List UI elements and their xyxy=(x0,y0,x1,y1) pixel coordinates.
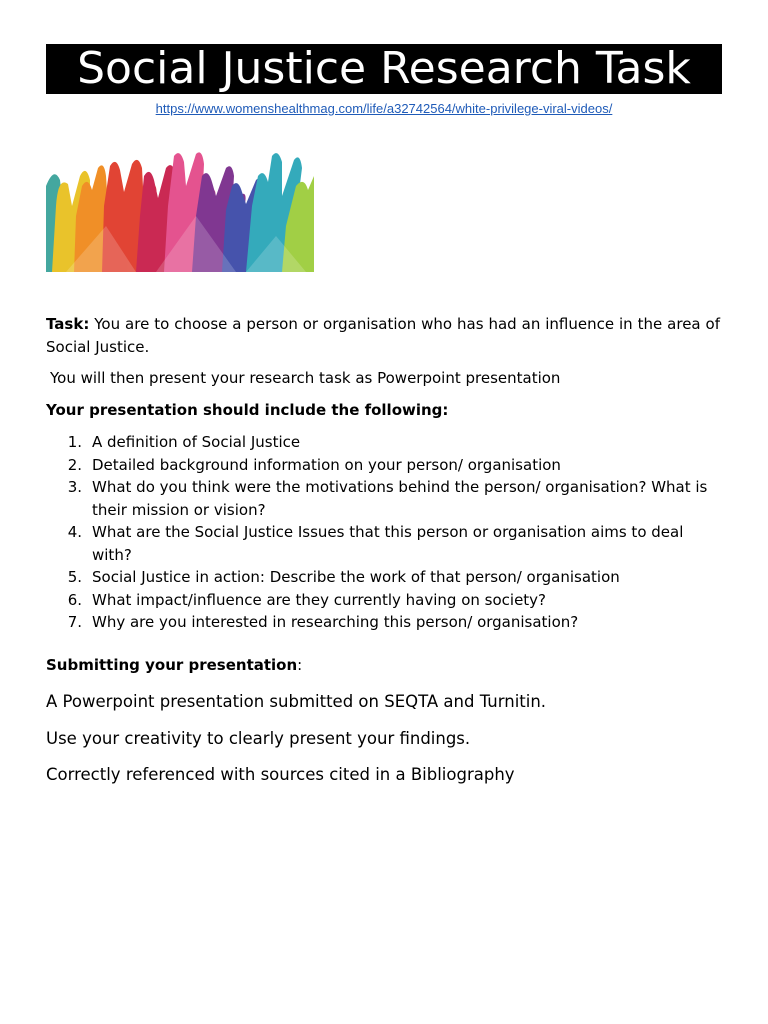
include-heading: Your presentation should include the following: xyxy=(46,401,449,419)
submitting-heading xyxy=(46,654,720,677)
list-item: 2. Detailed background information on your person/ organisation xyxy=(67,455,561,474)
raised-hands-icon xyxy=(46,146,314,272)
list-item: 5. Social Justice in action: Describe the work of that person/ organisation xyxy=(67,568,620,586)
list-item: 6. What impact/influence are they currently having on society? xyxy=(67,590,547,609)
list-item: 4. What are the Social Justice Issues that this person or organisation aims to deal with? xyxy=(67,523,684,564)
list-item: 1. A definition of Social Justice xyxy=(67,433,301,451)
requirements-list xyxy=(46,431,720,634)
submitting-colon: : xyxy=(297,656,303,674)
list-item: 3. What do you think were the motivations behind the person/ organisation? What is their mission or vision? xyxy=(67,478,708,519)
list-item: 7. Why are you interested in researching this person/ organisation? xyxy=(67,613,579,631)
submitting-label: Submitting your presentation xyxy=(46,656,298,674)
task-label: Task: xyxy=(46,315,90,333)
requirement-line: A Powerpoint presentation submitted on SEQTA and Turnitin. xyxy=(46,692,547,711)
present-line: You will then present your research task as Powerpoint presentation xyxy=(50,369,561,387)
task-paragraph xyxy=(46,313,720,359)
task-text: You are to choose a person or organisation who has had an influence in the area of Social Justice. xyxy=(46,315,720,356)
requirement-line: Correctly referenced with sources cited in a Bibliography xyxy=(46,765,515,784)
reference-link[interactable]: https://www.womenshealthmag.com/life/a32742564/white-privilege-viral-videos/ xyxy=(155,101,613,116)
page-title: Social Justice Research Task xyxy=(46,44,722,94)
requirement-line: Use your creativity to clearly present your findings. xyxy=(46,729,471,748)
